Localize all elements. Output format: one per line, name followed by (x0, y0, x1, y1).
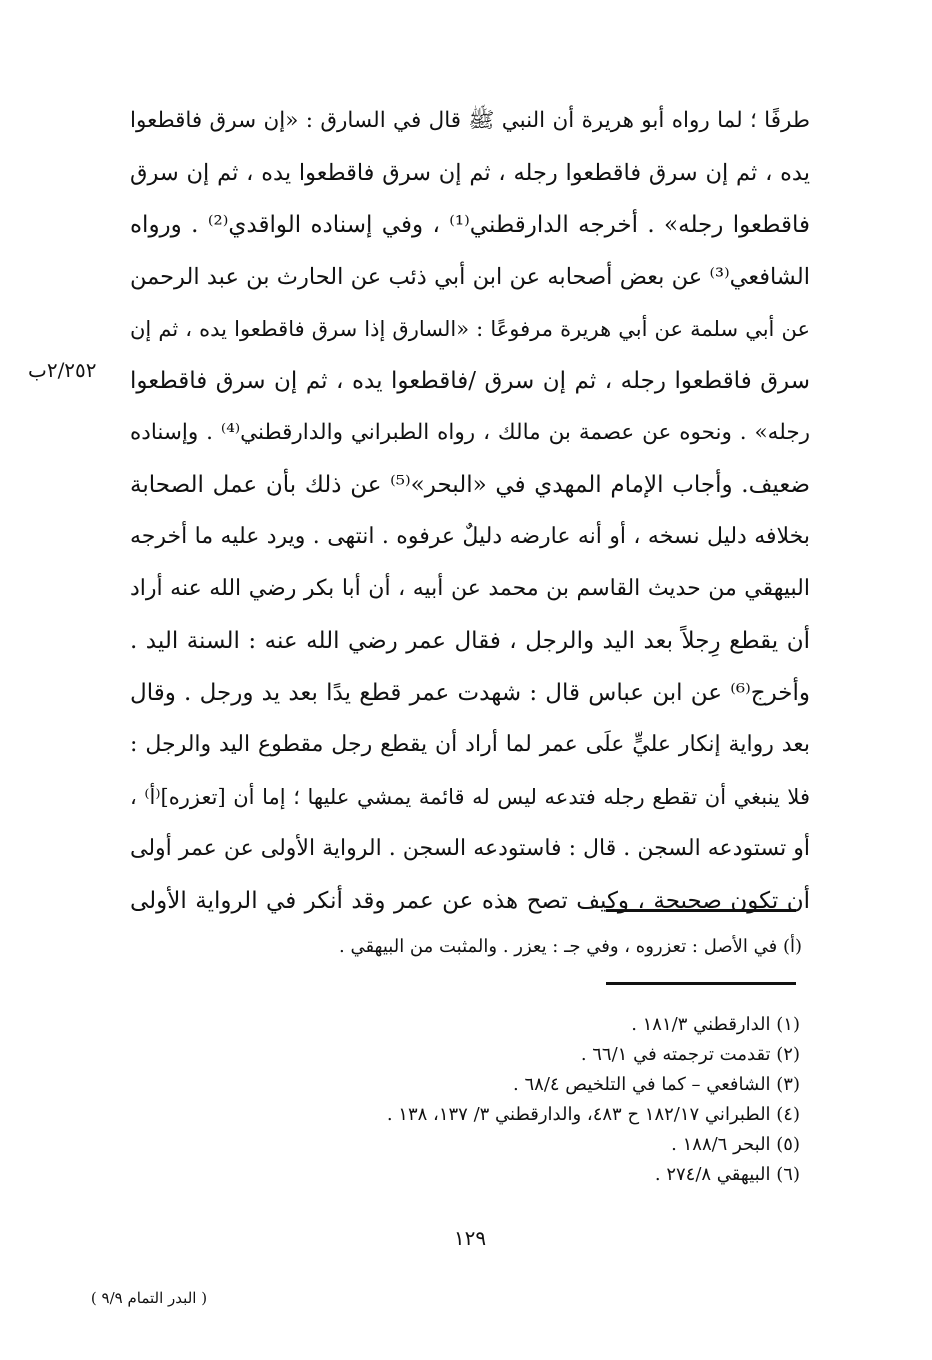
body-line: رجله» . ونحوه عن عصمة بن مالك ، رواه الطبراني والدارقطني⁽⁴⁾ . وإسناده (130, 420, 810, 445)
body-line: بخلافه دليل نسخه ، أو أنه عارضه دليلٌ عرفوه . انتهى . ويرد عليه ما أخرجه (130, 524, 810, 549)
body-line: طرفًا ؛ لما رواه أبو هريرة أن النبي ﷺ قال في السارق : «إن سرق فاقطعوا (130, 108, 810, 133)
footnote-item: (٦) البيهقي ٢٧٤/٨ . (654, 1164, 800, 1185)
body-line: بعد رواية إنكار عليٍّ علَى عمر لما أراد أن يقطع رجل مقطوع اليد والرجل : (130, 732, 810, 757)
body-line: أن يقطع رِجلاً بعد اليد والرجل ، فقال عمر رضي الله عنه : السنة اليد . (130, 628, 810, 654)
footnotes-list (140, 1010, 800, 1190)
footnote-item: (١) الدارقطني ١٨١/٣ . (631, 1014, 800, 1035)
footnote-item: (٤) الطبراني ١٨٢/١٧ ح ٤٨٣، والدارقطني ٣/ ١٣٧، ١٣٨ . (386, 1104, 800, 1125)
variant-note: (أ) في الأصل : تعزروه ، وفي جـ : يعزر . والمثبت من البيهقي . (339, 936, 802, 957)
body-line: أن تكون صحيحة ، وكيف تصح هذه عن عمر وقد أنكر في الرواية الأولى (130, 888, 810, 914)
footnote-item: (٣) الشافعي – كما في التلخيص ٦٨/٤ . (513, 1074, 800, 1095)
page-number: ١٢٩ (453, 1226, 487, 1250)
body-line: فاقطعوا رجله» . أخرجه الدارقطني⁽¹⁾ ، وفي إسناده الواقدي⁽²⁾ . ورواه (130, 212, 810, 238)
footnote-divider (606, 982, 796, 985)
body-line: فلا ينبغي أن تقطع رجله فتدعه ليس له قائمة يمشي عليها ؛ إما أن [تعزره]⁽أ⁾ ، (130, 785, 810, 809)
body-line: وأخرج⁽⁶⁾ عن ابن عباس قال : شهدت عمر قطع يدًا بعد يد ورجل . وقال (130, 680, 810, 706)
book-label: ( البدر التمام ٩/٩ ) (90, 1289, 208, 1307)
body-line: البيهقي من حديث القاسم بن محمد عن أبيه ، أن أبا بكر رضي الله عنه أراد (130, 576, 810, 601)
margin-manuscript-reference: ٢/٢٥٢ب (28, 358, 97, 382)
footnote-divider (606, 909, 796, 912)
footnote-item: (٥) البحر ١٨٨/٦ . (671, 1134, 800, 1155)
body-line: الشافعي⁽³⁾ عن بعض أصحابه عن ابن أبي ذئب عن الحارث بن عبد الرحمن (130, 264, 810, 290)
body-line: يده ، ثم إن سرق فاقطعوا رجله ، ثم إن سرق فاقطعوا يده ، ثم إن سرق (130, 160, 810, 186)
main-text (130, 95, 810, 927)
body-line: ضعيف. وأجاب الإمام المهدي في «البحر»⁽⁵⁾ عن ذلك بأن عمل الصحابة (130, 472, 810, 498)
body-line: أو تستودعه السجن . قال : فاستودعه السجن . الرواية الأولى عن عمر أولى (130, 836, 810, 861)
body-line: عن أبي سلمة عن أبي هريرة مرفوعًا : «السارق إذا سرق فاقطعوا يده ، ثم إن (130, 317, 810, 341)
footnote-item: (٢) تقدمت ترجمته في ٦٦/١ . (580, 1044, 800, 1065)
body-line: سرق فاقطعوا رجله ، ثم إن سرق /فاقطعوا يده ، ثم إن سرق فاقطعوا (130, 368, 810, 394)
